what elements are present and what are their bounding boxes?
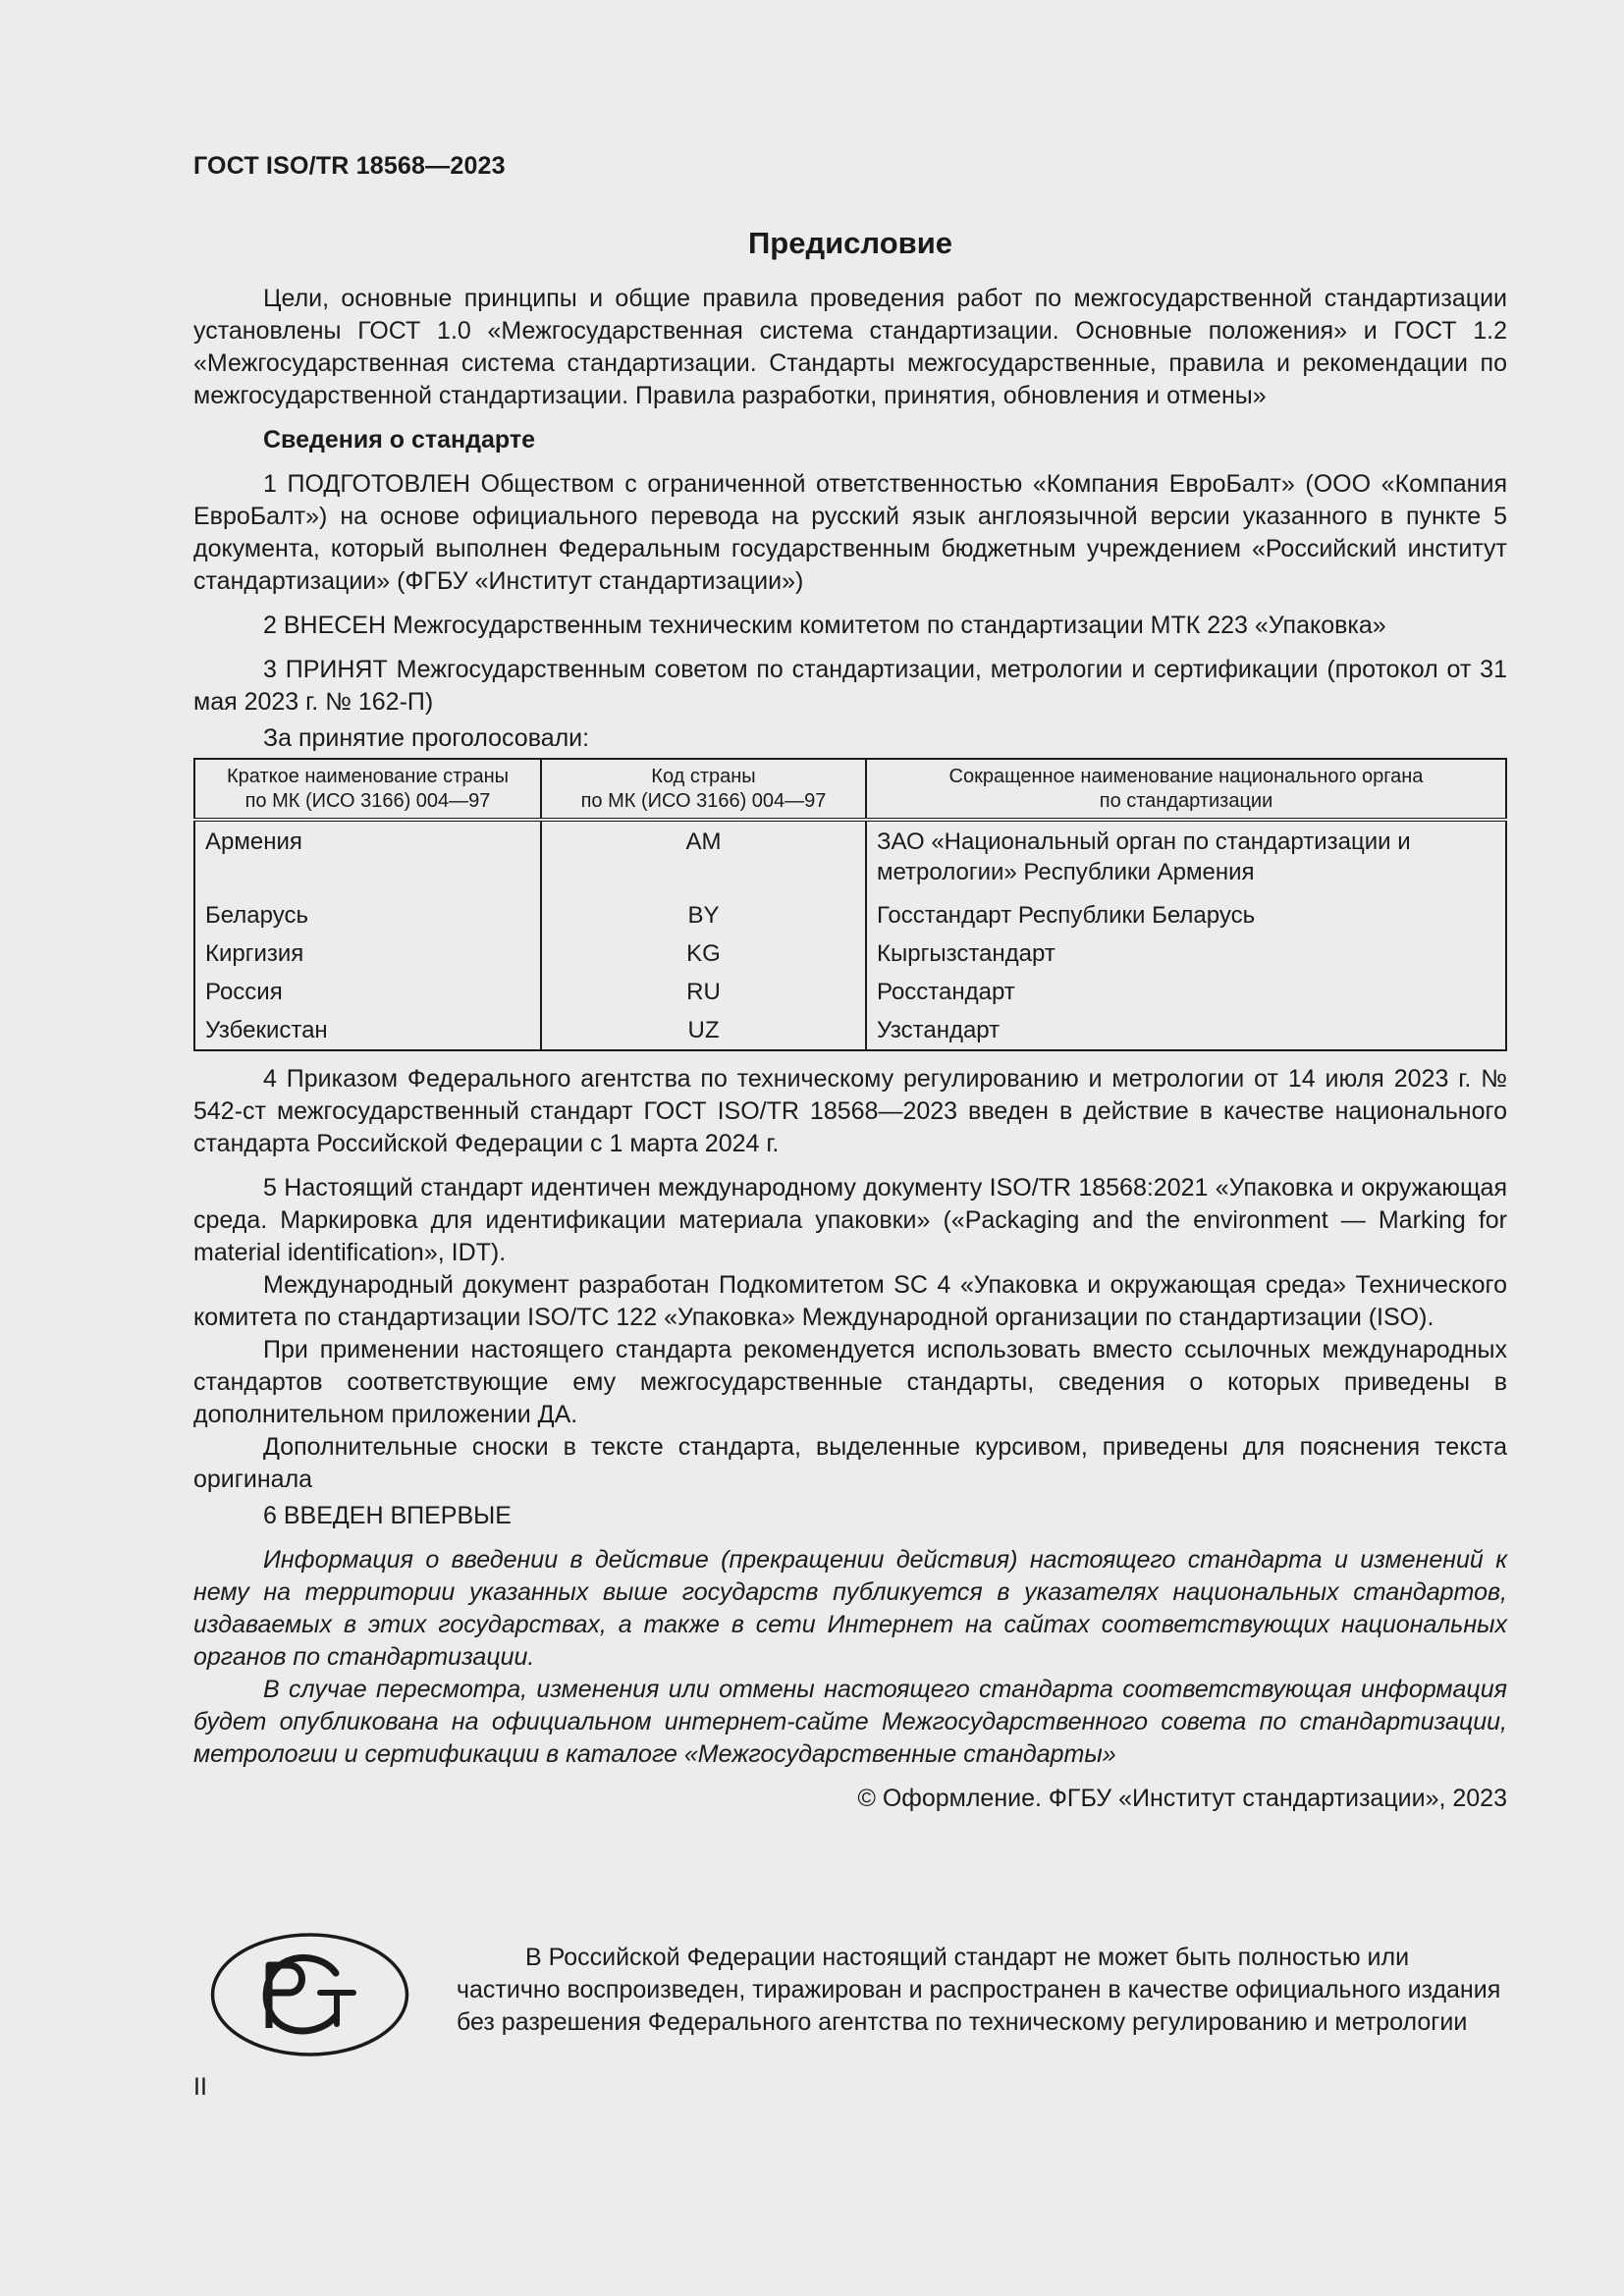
table-header-row <box>194 759 1506 820</box>
code-cell: RU <box>541 972 866 1010</box>
document-header: ГОСТ ISO/TR 18568—2023 <box>193 152 506 180</box>
item-6: 6 ВВЕДЕН ВПЕРВЫЕ <box>263 1502 512 1529</box>
code-cell: BY <box>541 895 866 934</box>
item-5: 5 Настоящий стандарт идентичен международному документу ISO/TR 18568:2021 «Упаковка и окружающая среда. Маркировка для идентификации материала упаковки» («Packaging and the environment — Marking for material identification», IDT). <box>193 1174 1507 1266</box>
document-body <box>193 283 1507 1815</box>
page-title: Предисловие <box>747 226 952 260</box>
code-cell: AM <box>541 820 866 895</box>
item-5-footnotes: Дополнительные сноски в тексте стандарта, выделенные курсивом, приведены для пояснения текста оригинала <box>193 1433 1507 1493</box>
body-cell: Госстандарт Республики Беларусь <box>866 895 1506 934</box>
section-heading: Сведения о стандарте <box>263 426 536 454</box>
item-1: 1 ПОДГОТОВЛЕН Обществом с ограниченной ответственностью «Компания ЕвроБалт» (ООО «Компания ЕвроБалт») на основе официального перевода на русский язык англоязычной версии указанного в пункте 5 документа, который выполнен Федеральным государственным бюджетным учреждением «Российский институт стандартизации» (ФГБУ «Институт стандартизации») <box>193 470 1507 595</box>
italic-info-1: Информация о введении в действие (прекращении действия) настоящего стандарта и изменений к нему на территории указанных выше государств публикуется в указателях национальных стандартов, издаваемых в этих государствах, а также в сети Интернет на сайтах соответствующих национальных органов по стандартизации. <box>193 1546 1507 1671</box>
country-cell: Беларусь <box>194 895 541 934</box>
body-cell: Росстандарт <box>866 972 1506 1010</box>
table-row <box>194 934 1506 972</box>
body-cell: Кыргызстандарт <box>866 934 1506 972</box>
legal-notice <box>457 1942 1507 2039</box>
country-cell: Россия <box>194 972 541 1010</box>
code-cell: UZ <box>541 1010 866 1050</box>
body-cell: ЗАО «Национальный орган по стандартизации и метрологии» Республики Армения <box>866 820 1506 895</box>
table-row <box>194 972 1506 1010</box>
country-cell: Киргизия <box>194 934 541 972</box>
column-header-country: Краткое наименование страны по МК (ИСО 3166) 004—97 <box>194 759 541 820</box>
votes-label: За принятие проголосовали: <box>263 724 590 752</box>
table-row <box>194 895 1506 934</box>
column-header-code: Код страны по МК (ИСО 3166) 004—97 <box>541 759 866 820</box>
gost-r-logo-icon <box>210 1932 409 2057</box>
body-cell: Узстандарт <box>866 1010 1506 1050</box>
item-3: 3 ПРИНЯТ Межгосударственным советом по стандартизации, метрологии и сертификации (протокол от 31 мая 2023 г. № 162-П) <box>193 656 1507 716</box>
table-row <box>194 820 1506 895</box>
code-cell: KG <box>541 934 866 972</box>
intro-paragraph: Цели, основные принципы и общие правила проведения работ по межгосударственной стандартизации установлены ГОСТ 1.0 «Межгосударственная система стандартизации. Основные положения» и ГОСТ 1.2 «Межгосударственная система стандартизации. Стандарты межгосударственные, правила и рекомендации по межгосударственной стандартизации. Правила разработки, принятия, обновления и отмены» <box>193 285 1507 409</box>
votes-table <box>193 758 1507 1051</box>
item-5-application: При применении настоящего стандарта рекомендуется использовать вместо ссылочных международных стандартов соответствующие ему межгосударственные стандарты, сведения о которых приведены в дополнительном приложении ДА. <box>193 1336 1507 1428</box>
italic-info-2: В случае пересмотра, изменения или отмены настоящего стандарта соответствующая информация будет опубликована на официальном интернет-сайте Межгосударственного совета по стандартизации, метрологии и сертификации в каталоге «Межгосударственные стандарты» <box>193 1676 1507 1768</box>
country-cell: Армения <box>194 820 541 895</box>
column-header-body: Сокращенное наименование национального органа по стандартизации <box>866 759 1506 820</box>
item-4: 4 Приказом Федерального агентства по техническому регулированию и метрологии от 14 июля 2023 г. № 542-ст межгосударственный стандарт ГОСТ ISO/TR 18568—2023 введен в действие в качестве национального стандарта Российской Федерации с 1 марта 2024 г. <box>193 1065 1507 1157</box>
item-5-development: Международный документ разработан Подкомитетом SC 4 «Упаковка и окружающая среда» Технического комитета по стандартизации ISO/TC 122 «Упаковка» Международной организации по стандартизации (ISO). <box>193 1271 1507 1331</box>
page-number: II <box>193 2073 207 2101</box>
table-row <box>194 1010 1506 1050</box>
item-2: 2 ВНЕСЕН Межгосударственным техническим комитетом по стандартизации МТК 223 «Упаковка» <box>263 612 1386 639</box>
copyright-line: © Оформление. ФГБУ «Институт стандартизации», 2023 <box>857 1785 1507 1812</box>
footer-block <box>193 1932 1507 2069</box>
country-cell: Узбекистан <box>194 1010 541 1050</box>
legal-text: В Российской Федерации настоящий стандарт не может быть полностью или частично воспроизведен, тиражирован и распространен в качестве официального издания без разрешения Федерального агентства по техническому регулированию и метрологии <box>457 1944 1501 2036</box>
